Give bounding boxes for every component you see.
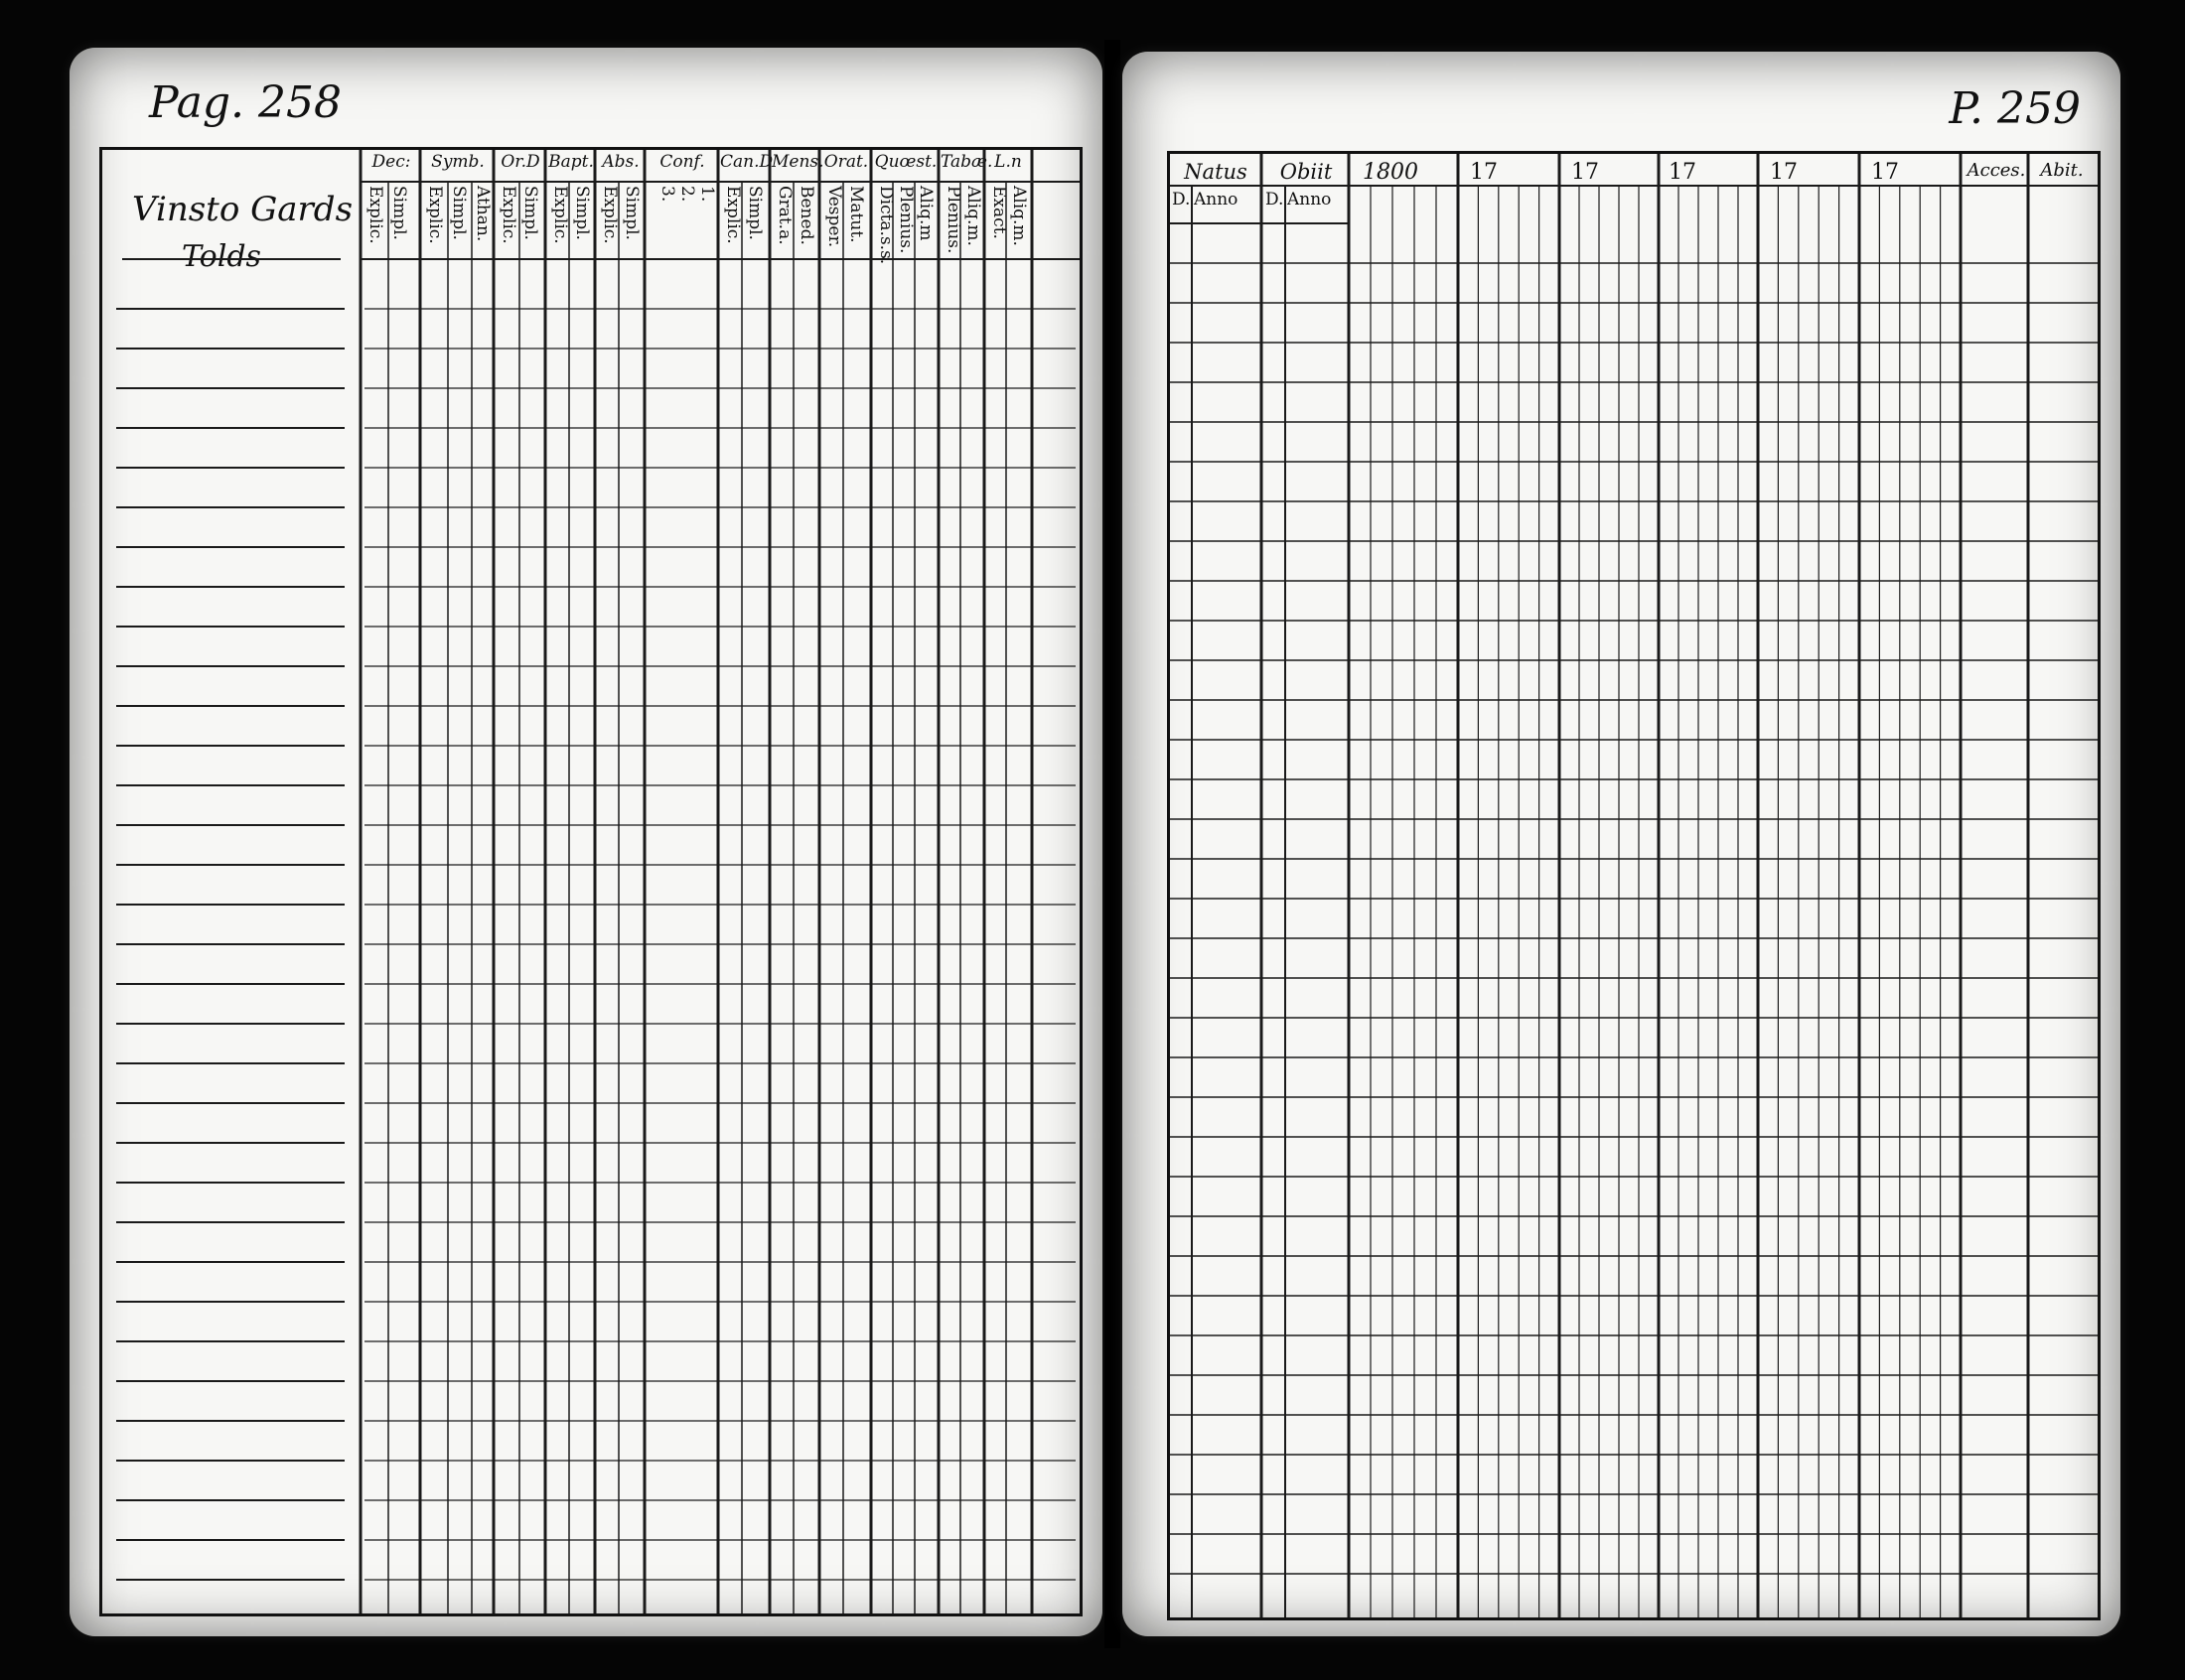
header-quaest: Quœst. — [874, 152, 938, 172]
right-page — [1122, 52, 2120, 1636]
header-abs: Abs. — [602, 152, 640, 172]
header-mens: Mens. — [772, 152, 824, 172]
left-table-rules — [102, 150, 1080, 1613]
header-symb: Symb. — [431, 152, 485, 172]
header-natus: Natus — [1184, 160, 1247, 184]
sub-orat-vesper: Vesper. — [824, 186, 844, 248]
sub-tabae-aliq: Aliq.m. — [963, 186, 983, 246]
header-cand: Can.D — [720, 152, 774, 172]
header-dec: Dec: — [371, 152, 411, 172]
sub-conf-3: 3. — [657, 186, 677, 203]
sub-symb-simpl: Simpl. — [449, 186, 469, 240]
name-entry-line2: Tolds — [182, 239, 261, 274]
sub-tabae-plenius: Plenius. — [944, 186, 963, 254]
header-ord: Or.D — [501, 152, 540, 172]
header-conf: Conf. — [659, 152, 705, 172]
right-page-number: P. 259 — [1949, 83, 2081, 134]
header-year-5: 17 — [1770, 160, 1798, 185]
header-natus-anno: Anno — [1194, 190, 1238, 210]
sub-symb-explic: Explic. — [425, 186, 445, 244]
header-year-3: 17 — [1571, 160, 1599, 185]
sub-dec-explic: Explic. — [365, 186, 385, 244]
header-orat: Orat. — [823, 152, 869, 172]
header-obiit-d: D. — [1265, 190, 1284, 210]
header-abit: Abit. — [2040, 160, 2084, 181]
right-table — [1167, 151, 2101, 1620]
sub-mens-bened: Bened. — [797, 186, 816, 245]
name-entry-line1: Vinsto Gards — [132, 190, 354, 229]
sub-quaest-plenius: Plenius. — [896, 186, 916, 254]
right-table-rules — [1170, 154, 2098, 1617]
sub-ord-explic: Explic. — [499, 186, 518, 244]
sub-orat-matut: Matut. — [846, 186, 866, 243]
header-year-1: 1800 — [1363, 160, 1418, 185]
sub-dec-simpl: Simpl. — [389, 186, 409, 240]
header-year-4: 17 — [1669, 160, 1696, 185]
header-ln: L.n — [994, 152, 1022, 172]
sub-bapt-explic: Explic. — [550, 186, 570, 244]
sub-quaest-aliq: Aliq.m — [916, 186, 936, 241]
sub-mens-grat: Grat.a. — [775, 186, 795, 245]
sub-abs-simpl: Simpl. — [622, 186, 642, 240]
sub-ord-simpl: Simpl. — [520, 186, 540, 240]
left-page — [70, 48, 1102, 1636]
header-tabae: Tabæ. — [941, 152, 993, 172]
sub-symb-athan: Athan. — [473, 186, 493, 242]
header-obiit: Obiit — [1279, 160, 1333, 184]
book-gutter — [1104, 40, 1120, 1648]
header-acces: Acces. — [1966, 160, 2026, 181]
sub-cand-simpl: Simpl. — [745, 186, 765, 240]
sub-quaest-dicta: Dicta.s.s. — [876, 186, 896, 265]
sub-cand-explic: Explic. — [723, 186, 743, 244]
left-table — [99, 147, 1083, 1616]
header-bapt: Bapt. — [548, 152, 594, 172]
sub-bapt-simpl: Simpl. — [572, 186, 592, 240]
header-obiit-anno: Anno — [1287, 190, 1332, 210]
sub-conf-2: 2. — [677, 186, 697, 203]
sub-ln-exact: Exact. — [989, 186, 1009, 239]
header-natus-d: D. — [1172, 190, 1191, 210]
left-page-number: Pag. 258 — [149, 77, 342, 128]
sub-ln-aliq: Aliq.m. — [1009, 186, 1029, 246]
sub-conf-1: 1. — [697, 186, 717, 203]
header-year-6: 17 — [1871, 160, 1899, 185]
header-year-2: 17 — [1470, 160, 1498, 185]
sub-abs-explic: Explic. — [600, 186, 620, 244]
